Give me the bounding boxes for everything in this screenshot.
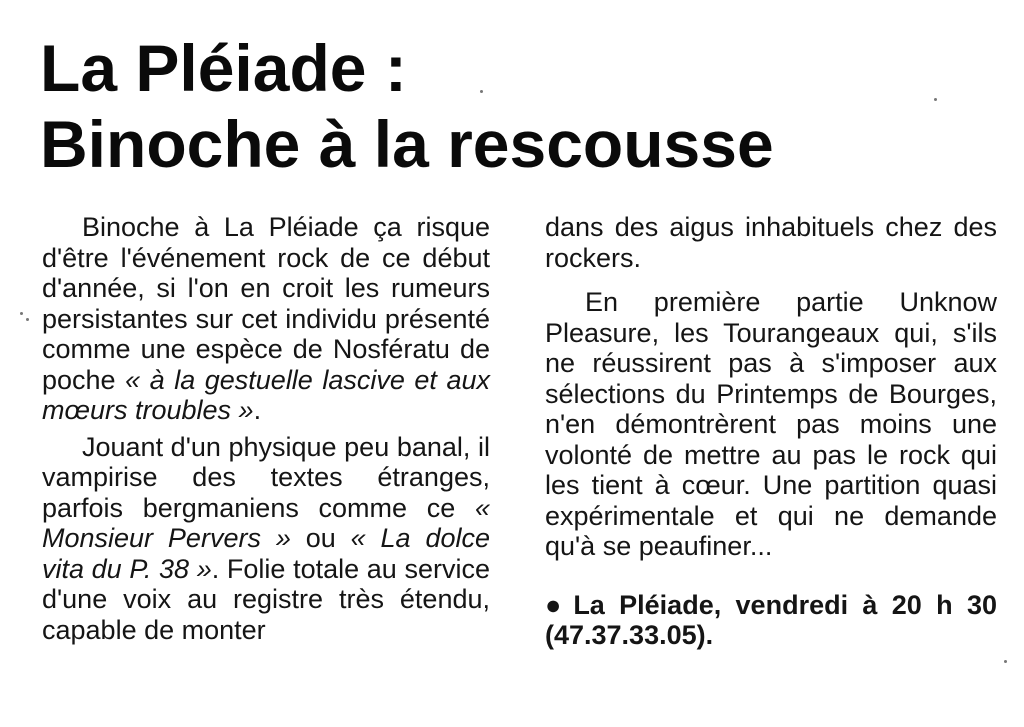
left-column (42, 212, 490, 645)
event-info (545, 590, 997, 651)
headline (40, 30, 1000, 182)
headline-line-2: Binoche à la rescousse (40, 107, 774, 181)
speck (20, 312, 23, 315)
speck (1004, 660, 1007, 663)
bullet-icon: ● (545, 589, 562, 620)
paragraph-premiere-partie: En première partie Unknow Pleasure, les Tourangeaux qui, s'ils ne réussirent pas à s'imposer aux sélections du Printemps de Bourges, n'en démontrèrent pas moins une volonté de mettre au pas le rock qui les tient à cœur. Une partition quasi expérimentale et qui ne demande qu'à se peaufiner... (545, 287, 997, 561)
paragraph-physique (42, 432, 490, 646)
paragraph-text: Binoche à La Pléiade ça risque d'être l'événement rock de ce début d'année, si l'on en croit les rumeurs persistantes sur cet individu présenté comme une espèce de Nosfératu de poche (42, 212, 490, 395)
right-column (545, 212, 997, 651)
speck (480, 90, 483, 93)
speck (26, 318, 29, 321)
quote-gestuelle: « à la gestuelle lascive et aux mœurs troubles » (42, 364, 490, 425)
paragraph-intro (42, 212, 490, 426)
paragraph-text: . Folie totale au service d'une voix au registre très étendu, capable de monter (42, 553, 490, 645)
speck (934, 98, 937, 101)
paragraph-continued: dans des aigus inhabituels chez des rockers. (545, 212, 997, 273)
paragraph-text: . (253, 395, 262, 425)
headline-line-1: La Pléiade : (40, 31, 407, 105)
event-info-text: La Pléiade, vendredi à 20 h 30 (47.37.33.05). (545, 589, 997, 650)
quote-monsieur-pervers: « Monsieur Pervers » (42, 492, 490, 553)
paragraph-text: ou (290, 523, 351, 553)
paragraph-text: Jouant d'un physique peu banal, il vampirise des textes étranges, parfois bergmaniens comme ce (42, 431, 490, 523)
quote-dolce-vita: « La dolce vita du P. 38 » (42, 523, 490, 584)
